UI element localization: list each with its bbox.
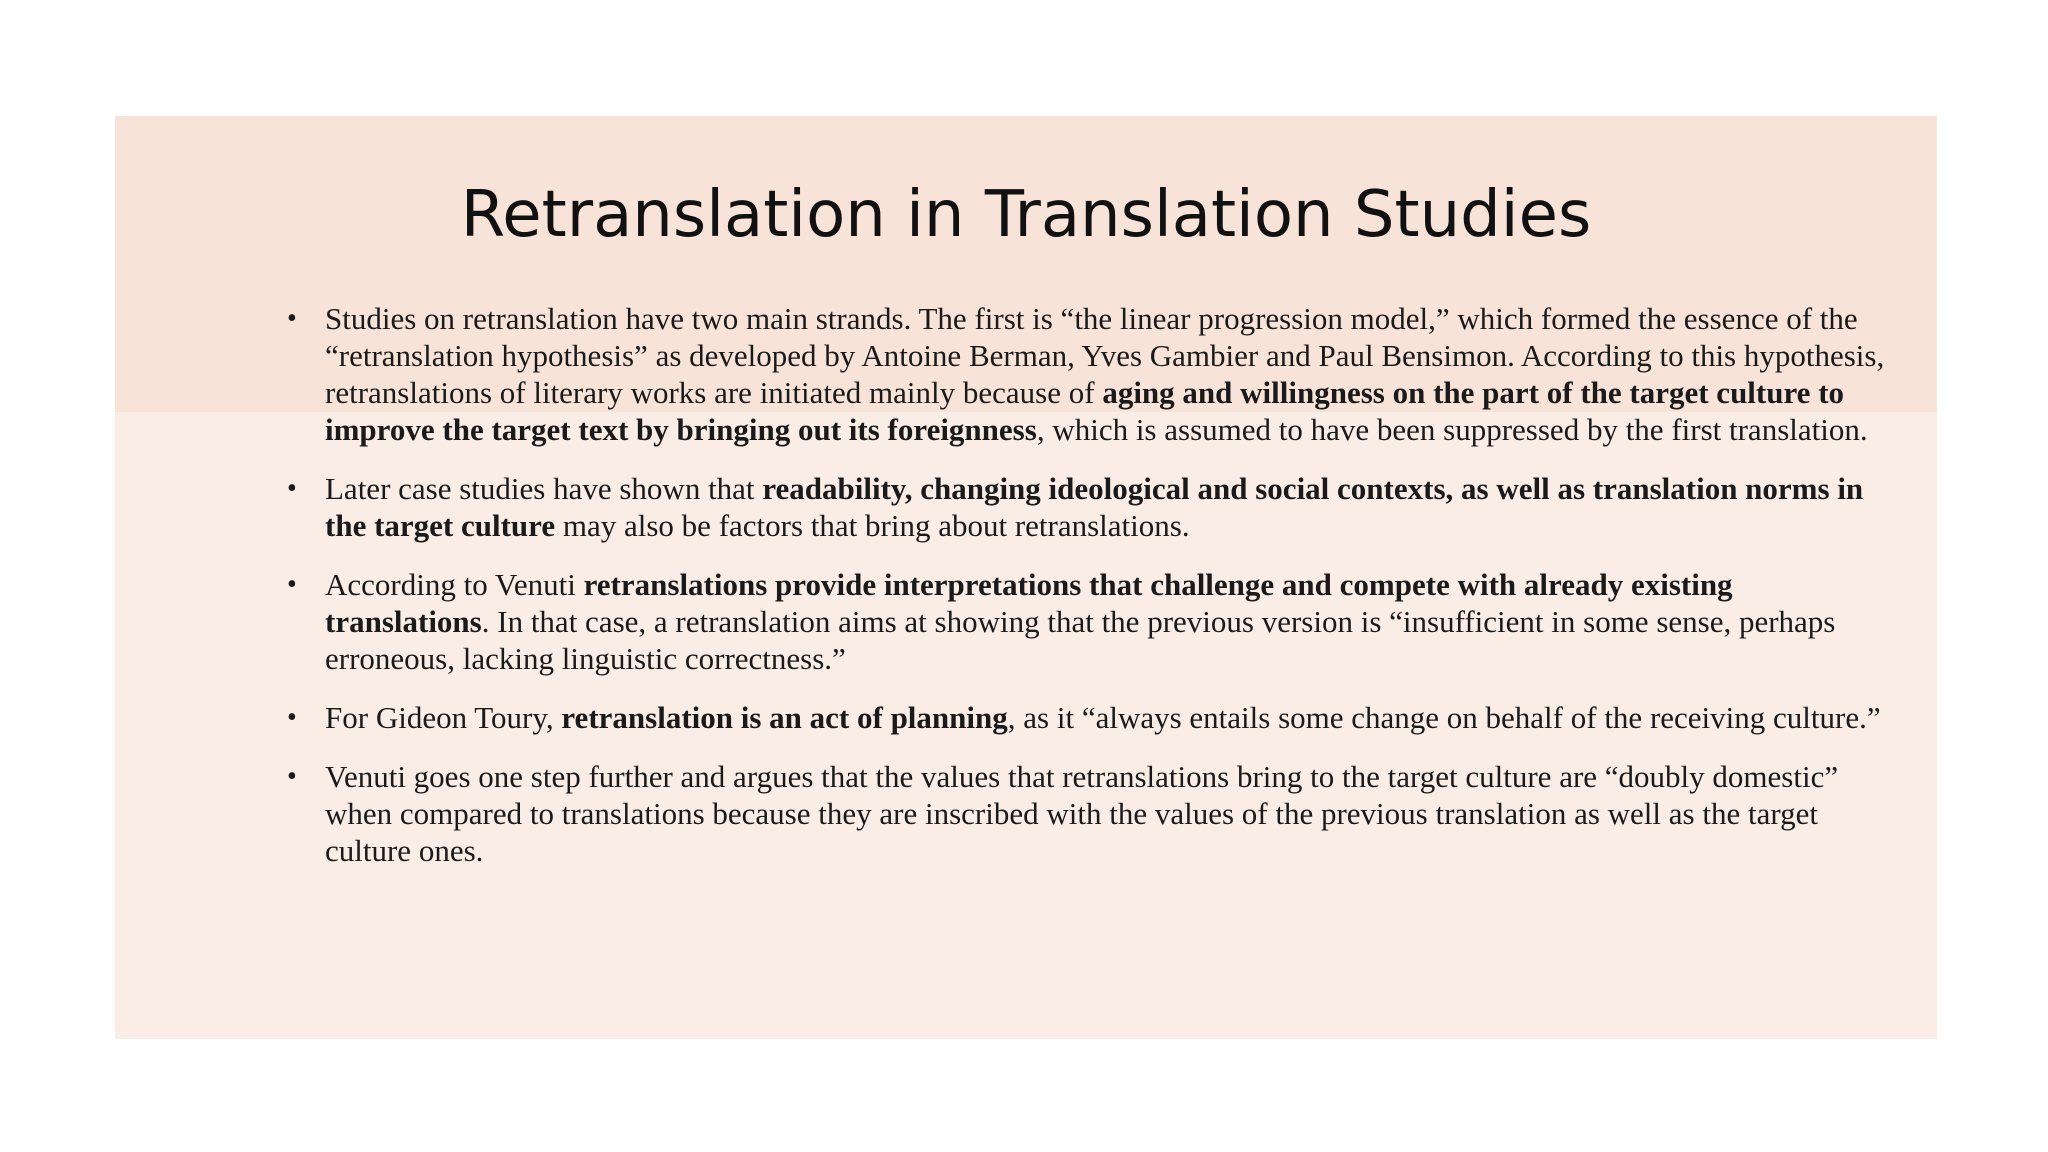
bullet-text: , as it “always entails some change on behalf of the receiving culture.” bbox=[1007, 700, 1881, 735]
bullet-dot-icon: • bbox=[287, 761, 297, 792]
bullet-text: . In that case, a retranslation aims at showing that the previous version is “insufficient in some sense, perhaps erroneous, lacking linguistic correctness.” bbox=[325, 604, 1836, 676]
bullet-list bbox=[287, 300, 1885, 891]
bullet-item bbox=[287, 470, 1885, 544]
bullet-dot-icon: • bbox=[287, 702, 297, 733]
bullet-emphasis: retranslations provide interpretations that challenge and compete with already existing translations bbox=[325, 567, 1733, 639]
bullet-text: For Gideon Toury, bbox=[325, 700, 562, 735]
bullet-text: Studies on retranslation have two main strands. The first is “the linear progression model,” which formed the essence of the “retranslation hypothesis” as developed by Antoine Berman, Yves Gambier and Paul Bensimon. According to this hypothesis, retranslations of literary works are initiated mainly because of bbox=[325, 301, 1885, 410]
bullet-text: According to Venuti bbox=[325, 567, 584, 602]
bullet-dot-icon: • bbox=[287, 303, 297, 334]
bullet-emphasis: readability, changing ideological and social contexts, as well as translation norms in the target culture bbox=[325, 471, 1864, 543]
content-panel bbox=[115, 116, 1937, 1039]
bullet-item bbox=[287, 566, 1885, 677]
slide-title: Retranslation in Translation Studies bbox=[460, 178, 1592, 252]
bullet-text: , which is assumed to have been suppressed by the first translation. bbox=[1036, 412, 1868, 447]
bullet-dot-icon: • bbox=[287, 569, 297, 600]
bullet-emphasis: aging and willingness on the part of the target culture to improve the target text by bringing out its foreignness bbox=[325, 375, 1845, 447]
bullet-text: may also be factors that bring about retranslations. bbox=[555, 508, 1190, 543]
bullet-emphasis: retranslation is an act of planning bbox=[561, 700, 1008, 735]
bullet-dot-icon: • bbox=[287, 473, 297, 504]
bullet-text: Venuti goes one step further and argues that the values that retranslations bring to the target culture are “doubly domestic” when compared to translations because they are inscribed with the values of the previous translation as well as the target culture ones. bbox=[325, 759, 1839, 868]
bullet-item bbox=[287, 758, 1885, 869]
bullet-text: Later case studies have shown that bbox=[325, 471, 763, 506]
bullet-item bbox=[287, 699, 1885, 736]
bullet-item bbox=[287, 300, 1885, 448]
